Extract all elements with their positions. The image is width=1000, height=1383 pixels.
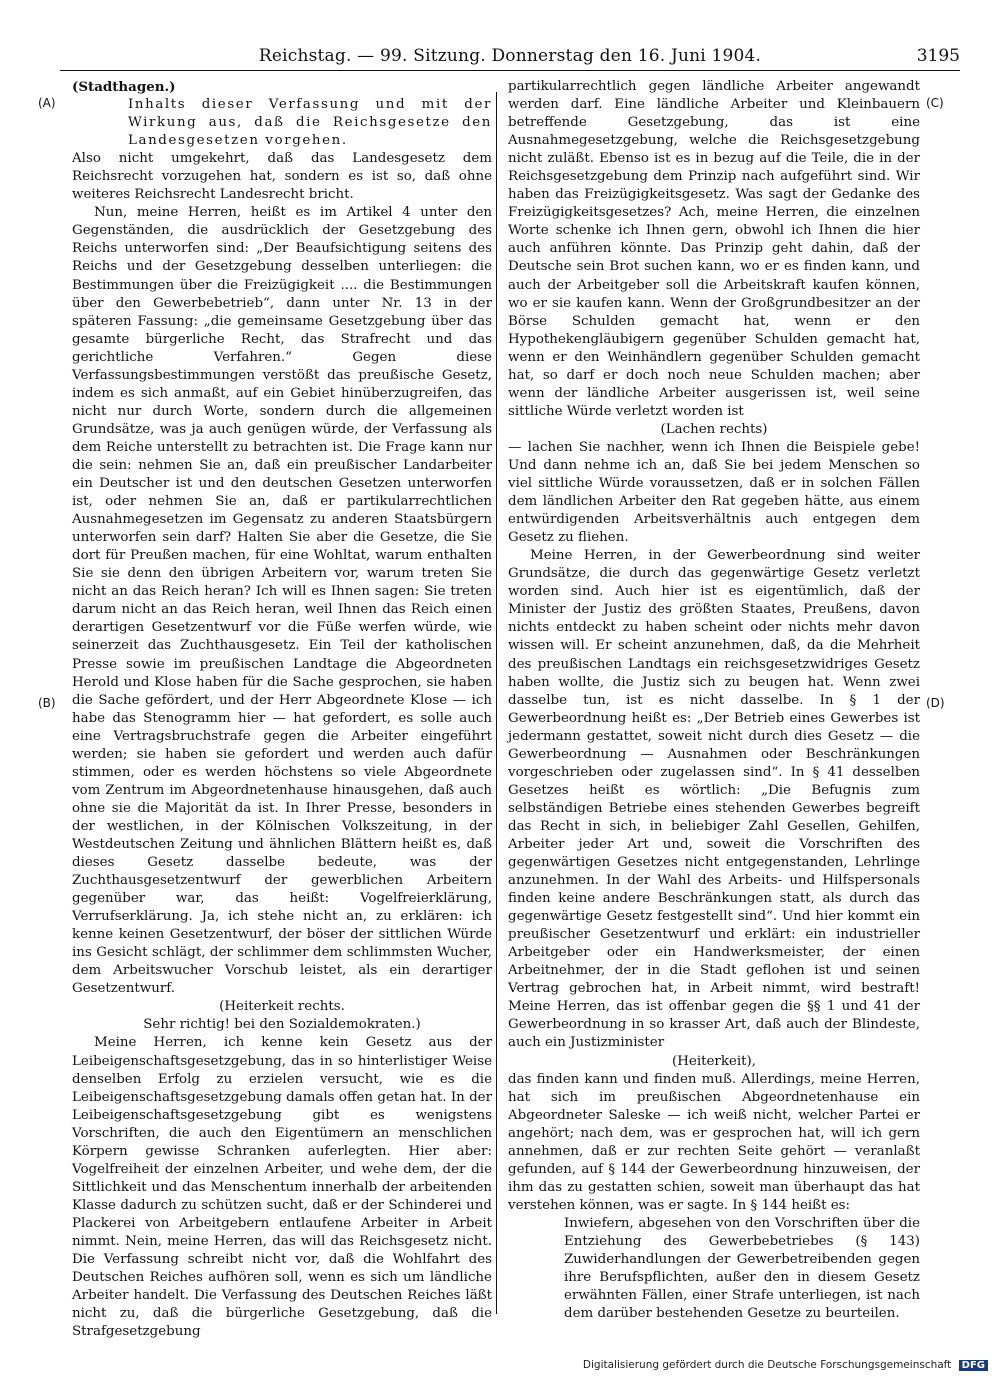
margin-marker-d: (D): [926, 696, 945, 710]
right-paragraph-3: Meine Herren, in der Gewerbeordnung sind weiter Grundsätze, die durch das gegenwärtige Gesetz verletzt worden sind. Auch hier ist es eigentümlich, daß der Minister der Justiz des größten Staates, Preußens, davon nichts entdeckt zu haben scheint oder nichts mehr davon wissen will. Er scheint anzunehmen, daß, da die Mehrheit des preußischen Landtags ein reichsgesetzwidriges Gesetz haben wollte, die Justiz sich zu beugen hat. Wenn zwei dasselbe tun, ist es nicht dasselbe. In § 1 der Gewerbeordnung heißt es: „Der Betrieb eines Gewerbes ist jedermann gestattet, soweit nicht durch dies Gesetz — die Gewerbeordnung — Ausnahmen oder Beschränkungen vorgeschrieben oder zugelassen sind“. In § 41 desselben Gesetzes heißt es wörtlich: „Die Befugnis zum selbständigen Betriebe eines stehenden Gewerbes begreift das Recht in sich, in beliebiger Zahl Gesellen, Gehilfen, Arbeiter jeder Art und, soweit die Vorschriften des gegenwärtigen Gesetzes nicht entgegenstanden, Lehrlinge anzunehmen. In der Wahl des Arbeits- und Hilfspersonals finden keine andere Beschränkungen statt, als durch das gegenwärtige Gesetz festgestellt sind“. Und hier kommt ein preußischer Gesetzentwurf und erklärt: ein industrieller Arbeitgeber oder ein Handwerksmeister, der einen Arbeitnehmer, der in die Stadt geflohen ist und seinen Vertrag gebrochen hat, in Arbeit nimmt, wird bestraft! Meine Herren, das ist offenbar gegen die §§ 1 und 41 der Gewerbeordnung in so krasser Art, daß auch der Blindeste, auch ein Justizminister: [508, 548, 920, 1051]
column-divider: [496, 92, 497, 1314]
dfg-logo: DFG: [959, 1360, 988, 1371]
footer-text: Digitalisierung gefördert durch die Deutsche Forschungsgemeinschaft: [582, 1359, 952, 1371]
page-number: 3195: [916, 46, 960, 66]
interjection: (Heiterkeit),: [672, 1053, 756, 1069]
margin-marker-b: (B): [38, 696, 56, 710]
interjection: (Lachen rechts): [660, 421, 768, 437]
left-column: [72, 78, 492, 1341]
footer-credit: [583, 1359, 988, 1371]
page-header: [60, 44, 960, 71]
left-paragraph-4: Meine Herren, ich kenne kein Gesetz aus der Leibeigenschaftsgesetzgebung, das in so hinterlistiger Weise denselben Erfolg zu erzielen versucht, wie es die Leibeigenschaftsgesetzgebung damals offen getan hat. In der Leibeigenschaftsgesetzgebung gibt es wenigstens Vorschriften, die auch den Eigentümern an menschlichen Körpern gewisse Schranken auferlegten. Hier aber: Vogelfreiheit der einzelnen Arbeiter, und wehe dem, der die Sittlichkeit und das Menschentum innerhalb der arbeitenden Klasse dadurch zu schützen sucht, daß er der Schinderei und Plackerei von Arbeitgebern entlaufene Arbeiter in Arbeit nimmt. Nein, meine Herren, das will das Reichsgesetz nicht. Die Verfassung schreibt nicht vor, daß die Wohlfahrt des Deutschen Reiches aufhören soll, wenn es sich um ländliche Arbeiter handelt. Die Verfassung des Deutschen Reiches läßt nicht zu, daß die bürgerliche Gesetzgebung, daß die Strafgesetzgebung: [72, 1035, 492, 1340]
right-paragraph-4: das finden kann und finden muß. Allerdings, meine Herren, hat sich im preußischen Abgeordnetenhause ein Abgeordneter Saleske — ich weiß nicht, welcher Partei er angehört; nach dem, was er gesprochen hat, will ich gern annehmen, daß er zur rechten Seite gehört — veranlaßt gefunden, auf § 144 der Gewerbeordnung hinzuweisen, der ihm das zu gestatten schien, soweit man überhaupt das hat verstehen können, was er sagte. In § 144 heißt es:: [508, 1071, 920, 1213]
margin-marker-c: (C): [926, 96, 944, 110]
left-paragraph-3: Nun, meine Herren, heißt es im Artikel 4 unter den Gegenständen, die ausdrücklich der Gesetzgebung des Reichs unterworfen sind: „Der Beaufsichtigung seitens des Reichs und der Gesetzgebung desselben unterliegen: die Bestimmungen über die Freizügigkeit .... die Bestimmungen über den Gewerbebetrieb“, dann unter Nr. 13 in der späteren Fassung: „die gemeinsame Gesetzgebung über das gesamte bürgerliche Recht, das Strafrecht und das gerichtliche Verfahren.“ Gegen diese Verfassungsbestimmungen verstößt das preußische Gesetz, indem es sich anmaßt, auf ein Gebiet hinüberzugreifen, das nicht nur durch Worte, sondern durch die allgemeinen Grundsätze, was ja auch genügen würde, der Verfassung als dem Reiche unterstellt zu betrachten ist. Die Frage kann nur die sein: nehmen Sie an, daß ein preußischer Landarbeiter ein Deutscher ist und den deutschen Gesetzen unterworfen ist, oder nehmen Sie an, daß er partikularrechtlichen Ausnahmegesetzen im Gegensatz zu anderen Staatsbürgern unterworfen sein darf? Halten Sie aber die Gesetze, die Sie dort für Preußen machen, für eine Wohltat, warum enthalten Sie sie denn den übrigen Arbeitern vor, warum treten Sie nicht an das Reich heran? Ich will es Ihnen sagen: Sie treten darum nicht an das Reich heran, weil Ihnen das Reich einen derartigen Gesetzentwurf vor die Füße werfen würde, wie seinerzeit das Zuchthausgesetz. Ein Teil der katholischen Presse sowie im preußischen Landtage die Abgeordneten Herold und Klose haben für die Sache gesprochen, sie haben die Sache gefördert, und der Herr Abgeordnete Klose — ich habe das Stenogramm hier — hat gefordert, es solle auch eine Vertragsbruchstrafe gegen die Arbeiter eingeführt werden; sie haben sie gefordert und werden auch dafür stimmen, oder es werden höchstens so viele Abgeordnete vom Zentrum im Abgeordnetenhause hinausgehen, daß auch ohne sie die Majorität da ist. In Ihrer Presse, besonders in der westlichen, in der Kölnischen Volkszeitung, in der Westdeutschen Zeitung und ähnlichen Blättern heißt es, daß dieses Gesetz dasselbe bedeute, was der Zuchthausgesetzentwurf der gewerblichen Arbeitern gegenüber war, das heißt: Vogelfreierklärung, Verrufserklärung. Ja, ich stehe nicht an, zu erklären: ich kenne keinen Gesetzentwurf, der böser der sittlichen Würde ins Gesicht schlägt, der schlimmer dem schlimmsten Wucher, dem Arbeitswucher Vorschub leistet, als ein derartiger Gesetzentwurf.: [72, 205, 492, 997]
right-column: [508, 78, 920, 1323]
interjection: Sehr richtig! bei den Sozialdemokraten.): [143, 1017, 421, 1033]
header-title: Reichstag. — 99. Sitzung. Donnerstag den 16. Juni 1904.: [258, 46, 762, 66]
left-paragraph-2: Also nicht umgekehrt, daß das Landesgesetz dem Reichsrecht vorzugehen hat, sondern es ist so, daß ohne weiteres Reichsrecht Landesrecht bricht.: [72, 151, 492, 203]
speaker-name: (Stadthagen.): [72, 79, 176, 95]
right-paragraph-2: — lachen Sie nachher, wenn ich Ihnen die Beispiele gebe! Und dann nehme ich an, daß Sie bei jedem Menschen so viel sittliche Würde voraussetzen, daß er in solchen Fällen dem ländlichen Arbeiter den Rat gegeben hätte, aus einem entwürdigenden Arbeitsverhältnis auch entgegen dem Gesetz zu fliehen.: [508, 439, 920, 546]
block-quote: Inwiefern, abgesehen von den Vorschriften über die Entziehung des Gewerbebetriebes (§ 143) Zuwiderhandlungen der Gewerbetreibenden gegen ihre Berufspflichten, außer den in diesem Gesetz erwähnten Fällen, einer Strafe unterliegen, ist nach dem darüber bestehenden Gesetze zu beurteilen.: [564, 1215, 920, 1322]
interjection: (Heiterkeit rechts.: [219, 999, 345, 1015]
margin-marker-a: (A): [38, 96, 56, 110]
left-paragraph-1: Inhalts dieser Verfassung und mit der Wirkung aus, daß die Reichsgesetze den Landesgesetzen vorgehen.: [128, 97, 492, 149]
right-paragraph-1: partikularrechtlich gegen ländliche Arbeiter angewandt werden darf. Eine ländliche Arbeiter und Kleinbauern betreffende Gesetzgebung, das ist eine Ausnahmegesetzgebung, welche die Reichsgesetzgebung nicht zuläßt. Ebenso ist es in bezug auf die Teile, die in der Reichsgesetzgebung dem Prinzip nach aufgeführt sind. Wir haben das Freizügigkeitsgesetz. Was sagt der Gedanke des Freizügigkeitsgesetzes? Ach, meine Herren, die einzelnen Worte schenke ich Ihnen gern, obwohl ich Ihnen die hier auch anführen könnte. Das Prinzip geht dahin, daß der Deutsche sein Brot suchen kann, wo er es finden kann, und auch der Arbeitgeber soll die Arbeitskraft kaufen können, wo er sie kaufen kann. Wenn der Großgrundbesitzer an der Börse Schulden gemacht hat, wenn er den Hypothekengläubigern gegenüber Schulden gemacht hat, wenn er den Weinhändlern gegenüber Schulden gemacht hat, so darf er doch noch neue Schulden machen; aber wenn der ländliche Arbeiter ausgerissen ist, weil seine sittliche Würde verletzt worden ist: [508, 79, 920, 419]
